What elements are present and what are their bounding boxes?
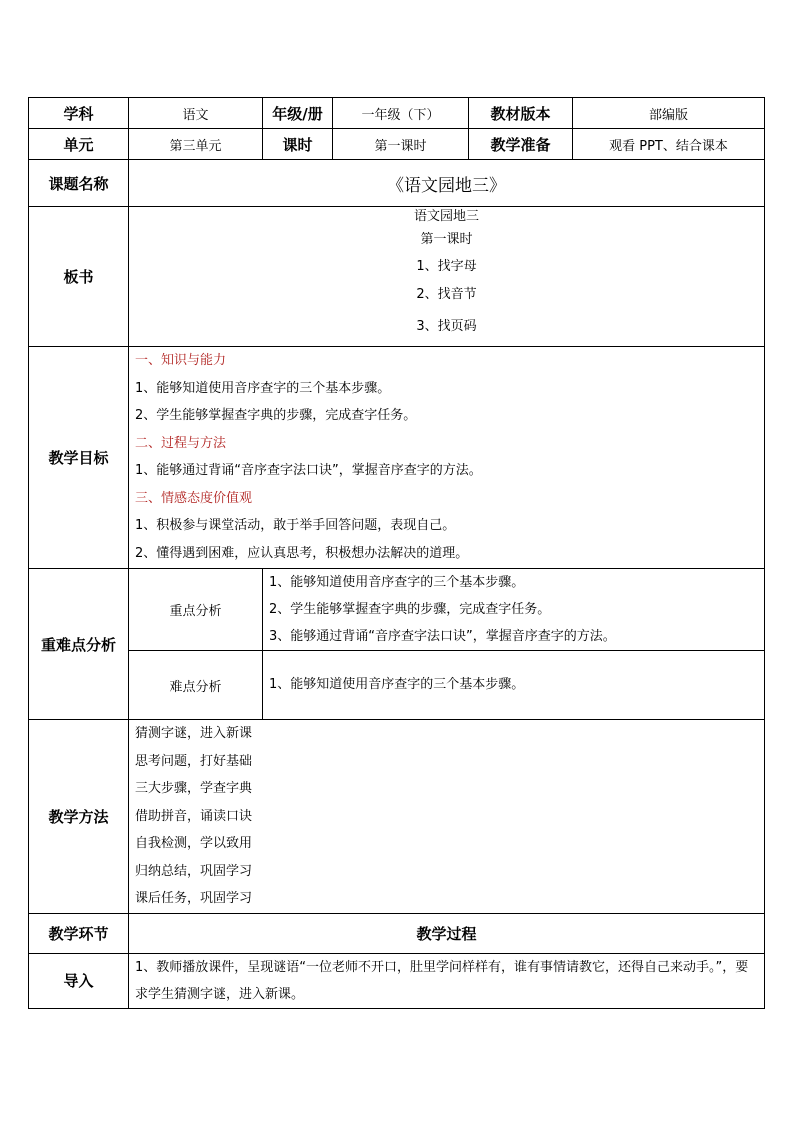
goals-item: 2、学生能够掌握查字典的步骤，完成查字任务。 [135, 408, 417, 423]
goals-item: 1、积极参与课堂活动，敢于举手回答问题，表现自己。 [135, 518, 456, 533]
goals-label: 教学目标 [29, 347, 129, 569]
goals-row [29, 347, 765, 569]
method-item: 猜测字谜，进入新课 [135, 726, 253, 741]
board-line: 第一课时 [420, 232, 473, 247]
key-analysis-item: 3、能够通过背诵“音序查字法口诀”，掌握音序查字的方法。 [269, 629, 616, 644]
method-item: 课后任务，巩固学习 [135, 891, 253, 906]
subject-label: 学科 [29, 98, 129, 129]
intro-row [29, 953, 765, 1008]
goals-item: 2、懂得遇到困难，应认真思考，积极想办法解决的道理。 [135, 545, 469, 561]
goals-section-heading: 三、情感态度价值观 [135, 490, 253, 506]
subject-value: 语文 [129, 98, 263, 129]
methods-content [129, 720, 765, 914]
difficult-analysis-row [29, 651, 765, 720]
key-analysis-item: 2、学生能够掌握查字典的步骤，完成查字任务。 [269, 602, 551, 617]
topic-value: 《语文园地三》 [129, 160, 765, 207]
unit-label: 单元 [29, 129, 129, 160]
goals-content [129, 347, 765, 569]
intro-content: 1、教师播放课件，呈现谜语“一位老师不开口，肚里学问样样有，谁有事情请教它，还得自己来动手。”，要求学生猜测字谜，进入新课。 [129, 953, 765, 1008]
board-line: 语文园地三 [413, 209, 479, 224]
method-item: 归纳总结，巩固学习 [135, 863, 253, 879]
topic-label: 课题名称 [29, 160, 129, 207]
difficult-analysis-item: 1、能够知道使用音序查字的三个基本步骤。 [269, 677, 525, 693]
board-label: 板书 [29, 207, 129, 347]
method-item: 借助拼音，诵读口诀 [135, 808, 253, 824]
board-line: 3、找页码 [416, 319, 477, 334]
edition-value: 部编版 [573, 98, 765, 129]
info-row-2 [29, 129, 765, 160]
stage-header: 教学环节 [29, 913, 129, 953]
unit-value: 第三单元 [129, 129, 263, 160]
process-header: 教学过程 [129, 913, 765, 953]
difficult-analysis-label: 难点分析 [129, 651, 263, 720]
prep-value: 观看 PPT、结合课本 [573, 129, 765, 160]
key-analysis-item: 1、能够知道使用音序查字的三个基本步骤。 [269, 575, 525, 590]
board-line: 2、找音节 [416, 287, 477, 302]
period-value: 第一课时 [333, 129, 469, 160]
goals-item: 1、能够知道使用音序查字的三个基本步骤。 [135, 380, 391, 396]
key-analysis-label: 重点分析 [129, 569, 263, 651]
methods-label: 教学方法 [29, 720, 129, 914]
grade-value: 一年级（下） [333, 98, 469, 129]
analysis-label: 重难点分析 [29, 569, 129, 720]
goals-section-heading: 二、过程与方法 [135, 435, 227, 451]
method-item: 自我检测，学以致用 [135, 836, 253, 851]
board-content [129, 207, 765, 347]
board-row [29, 207, 765, 347]
topic-row [29, 160, 765, 207]
info-row-1 [29, 98, 765, 129]
process-header-row [29, 913, 765, 953]
lesson-plan-table [28, 97, 765, 1009]
method-item: 思考问题，打好基础 [135, 753, 253, 769]
method-item: 三大步骤，学查字典 [135, 781, 253, 796]
goals-section-heading: 一、知识与能力 [135, 353, 227, 368]
methods-row [29, 720, 765, 914]
intro-label: 导入 [29, 953, 129, 1008]
prep-label: 教学准备 [469, 129, 573, 160]
board-line: 1、找字母 [416, 259, 477, 274]
goals-item: 1、能够通过背诵“音序查字法口诀”，掌握音序查字的方法。 [135, 463, 482, 478]
key-analysis-content [263, 569, 765, 651]
key-analysis-row [29, 569, 765, 651]
edition-label: 教材版本 [469, 98, 573, 129]
period-label: 课时 [263, 129, 333, 160]
grade-label: 年级/册 [263, 98, 333, 129]
difficult-analysis-content [263, 651, 765, 720]
